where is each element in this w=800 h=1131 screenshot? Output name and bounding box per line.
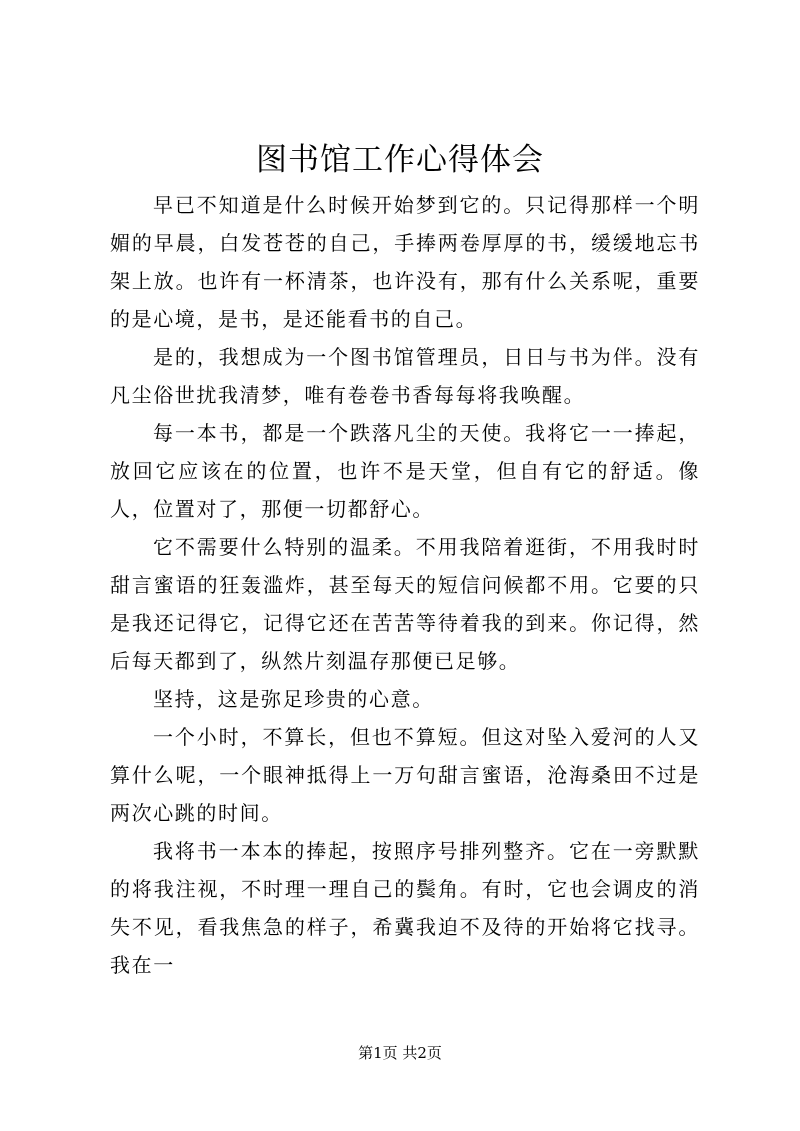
paragraph-1: 早已不知道是什么时候开始梦到它的。只记得那样一个明媚的早晨，白发苍苍的自己，手捧两卷厚厚的书，缓缓地忘书架上放。也许有一杯清茶，也许没有，那有什么关系呢，重要的是心境，是书，是还能看书的自己。 (110, 193, 700, 331)
paragraph-5: 坚持，这是弥足珍贵的心意。 (153, 687, 434, 711)
paragraph-7: 我将书一本本的捧起，按照序号排列整齐。它在一旁默默的将我注视，不时理一理自己的鬓角。有时，它也会调皮的消失不见，看我焦急的样子，希冀我迫不及待的开始将它找寻。我在一 (110, 839, 700, 977)
paragraph-6: 一个小时，不算长，但也不算短。但这对坠入爱河的人又算什么呢，一个眼神抵得上一万句甜言蜜语，沧海桑田不过是两次心跳的时间。 (110, 725, 700, 825)
page-number-footer: 第1页 共2页 (358, 1044, 442, 1062)
paragraph-2: 是的，我想成为一个图书馆管理员，日日与书为伴。没有凡尘俗世扰我清梦，唯有卷卷书香每每将我唤醒。 (110, 345, 700, 407)
paragraph-4: 它不需要什么特别的温柔。不用我陪着逛街，不用我时时甜言蜜语的狂轰滥炸，甚至每天的短信问候都不用。它要的只是我还记得它，记得它还在苦苦等待着我的到来。你记得，然后每天都到了，纵然片刻温存那便已足够。 (110, 535, 700, 673)
document-title: 图书馆工作心得体会 (256, 142, 544, 178)
paragraph-3: 每一本书，都是一个跌落凡尘的天使。我将它一一捧起，放回它应该在的位置，也许不是天堂，但自有它的舒适。像人，位置对了，那便一切都舒心。 (110, 421, 700, 521)
document-body (110, 186, 700, 984)
